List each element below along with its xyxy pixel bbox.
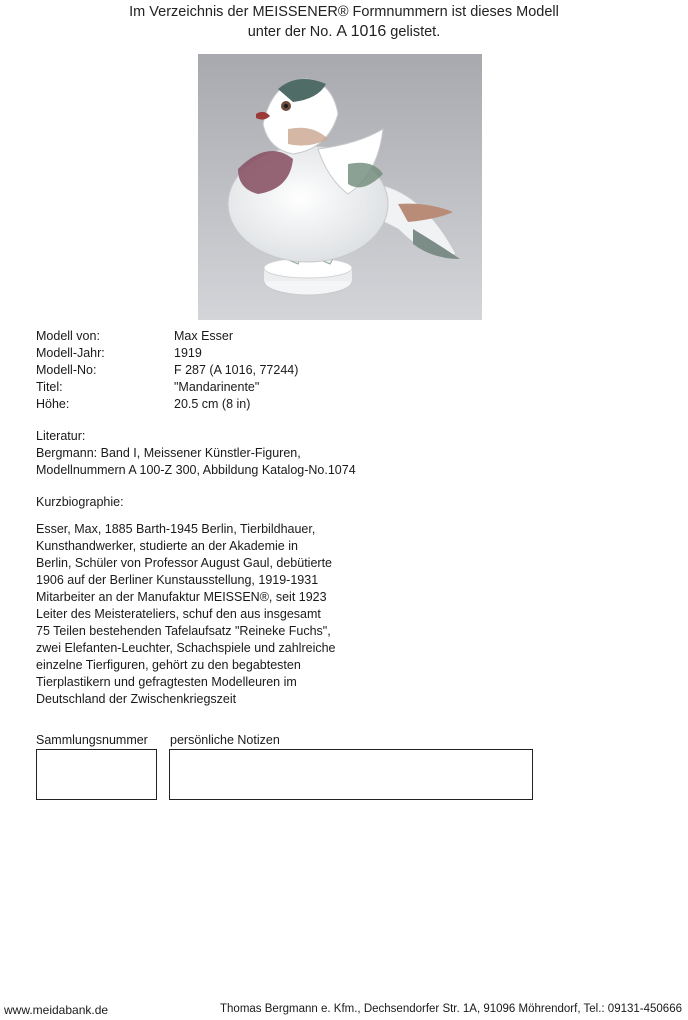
biography-line: Deutschland der Zwischenkriegszeit <box>36 692 237 706</box>
detail-row-year <box>36 345 298 362</box>
biography-line: Kunsthandwerker, studierte an der Akademie in <box>36 539 298 553</box>
detail-label: Höhe: <box>36 397 70 411</box>
literature-section <box>36 428 356 479</box>
model-number: A 1016 <box>336 23 387 40</box>
biography-line: Leiter des Meisterateliers, schuf den aus insgesamt <box>36 607 321 621</box>
detail-row-height <box>36 396 298 413</box>
literature-line-1: Bergmann: Band I, Meissener Künstler-Figuren, <box>36 446 301 460</box>
detail-row-title <box>36 379 298 396</box>
collection-number-label: Sammlungsnummer <box>36 733 148 747</box>
biography-line: 75 Teilen bestehenden Tafelaufsatz "Reineke Fuchs", <box>36 624 331 638</box>
biography-line: einzelne Tierfiguren, gehört zu den begabtesten <box>36 658 301 672</box>
biography-text <box>36 521 356 708</box>
literature-heading: Literatur: <box>36 429 86 443</box>
biography-line: zwei Elefanten-Leuchter, Schachspiele und zahlreiche <box>36 641 336 655</box>
biography-line: Berlin, Schüler von Professor August Gaul, debütierte <box>36 556 332 570</box>
detail-value: F 287 (A 1016, 77244) <box>174 363 299 377</box>
biography-line: Mitarbeiter an der Manufaktur MEISSEN®, seit 1923 <box>36 590 327 604</box>
header <box>0 2 688 42</box>
detail-label: Modell-No: <box>36 363 97 377</box>
detail-label: Modell-Jahr: <box>36 346 105 360</box>
biography-heading: Kurzbiographie: <box>36 495 124 509</box>
header-line-2-pre: unter der No. <box>247 24 333 40</box>
footer-address: Thomas Bergmann e. Kfm., Dechsendorfer Str. 1A, 91096 Möhrendorf, Tel.: 09131-450666 <box>220 1003 682 1015</box>
detail-value: Max Esser <box>174 329 234 343</box>
biography-line: Tierplastikern und gefragtesten Modelleuren im <box>36 675 297 689</box>
personal-notes-label: persönliche Notizen <box>170 733 280 747</box>
mandarin-duck-figurine-photo <box>198 54 482 320</box>
personal-notes-field[interactable] <box>169 749 533 800</box>
biography-line: Esser, Max, 1885 Barth-1945 Berlin, Tierbildhauer, <box>36 522 316 536</box>
footer-website[interactable]: www.meidabank.de <box>4 1003 109 1017</box>
detail-value: "Mandarinente" <box>174 380 260 394</box>
detail-row-artist <box>36 328 298 345</box>
model-details <box>36 328 298 413</box>
header-line-1: Im Verzeichnis der MEISSENER® Formnummern ist dieses Modell <box>129 4 559 20</box>
biography-line: 1906 auf der Berliner Kunstausstellung, 1919-1931 <box>36 573 319 587</box>
detail-label: Modell von: <box>36 329 100 343</box>
header-line-2 <box>0 22 688 42</box>
detail-label: Titel: <box>36 380 63 394</box>
header-line-2-post: gelistet. <box>390 24 441 40</box>
detail-value: 20.5 cm (8 in) <box>174 397 251 411</box>
detail-row-model-no <box>36 362 298 379</box>
collection-number-field[interactable] <box>36 749 157 800</box>
literature-line-2: Modellnummern A 100-Z 300, Abbildung Katalog-No.1074 <box>36 463 356 477</box>
detail-value: 1919 <box>174 346 202 360</box>
